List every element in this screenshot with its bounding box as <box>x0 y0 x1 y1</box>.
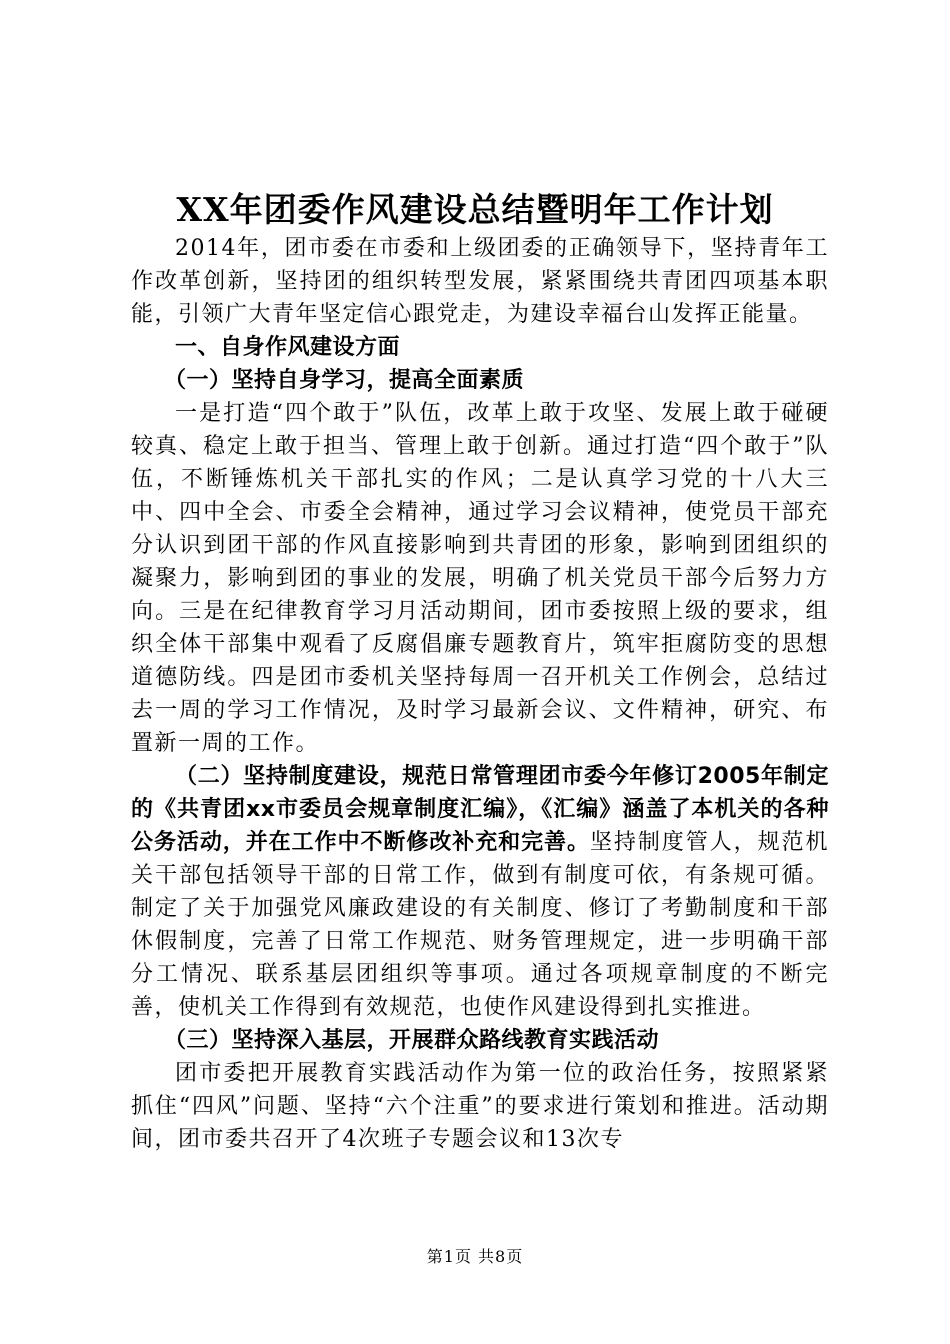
document-body <box>131 232 829 1156</box>
page-number-footer: 第1页 共8页 <box>426 1247 524 1266</box>
subsection-heading-3: （三）坚持深入基层，开展群众路线教育实践活动 <box>164 1028 660 1053</box>
section-heading-1: 一、自身作风建设方面 <box>175 335 401 360</box>
subsection-3-paragraph: 团市委把开展教育实践活动作为第一位的政治任务，按照紧紧抓住“四风”问题、坚持“六个注重”的要求进行策划和推进。活动期间，团市委共召开了4次班子专题会议和13次专 <box>131 1061 829 1152</box>
document-title: XX年团委作风建设总结暨明年工作计划 <box>176 190 774 229</box>
intro-paragraph: 2014年，团市委在市委和上级团委的正确领导下，坚持青年工作改革创新，坚持团的组织转型发展，紧紧围绕共青团四项基本职能，引领广大青年坚定信心跟党走，为建设幸福台山发挥正能量。 <box>131 236 829 327</box>
subsection-2-body: 坚持制度管人，规范机关干部包括领导干部的日常工作，做到有制度可依，有条规可循。制定了关于加强党风廉政建设的有关制度、修订了考勤制度和干部休假制度，完善了日常工作规范、财务管理规定，进一步明确干部分工情况、联系基层团组织等事项。通过各项规章制度的不断完善，使机关工作得到有效规范，也使作风建设得到扎实推进。 <box>131 830 829 1020</box>
subsection-2-paragraph <box>131 760 829 1024</box>
subsection-heading-1: （一）坚持自身学习，提高全面素质 <box>164 368 525 393</box>
subsection-heading-2: （二）坚持制度建设，规范日常管理团市委今年修订2005年制定的《共青团xx市委员会规章制度汇编》，《汇编》涵盖了本机关的各种公务活动，并在工作中不断修改补充和完善。 <box>131 764 829 855</box>
subsection-1-paragraph: 一是打造“四个敢于”队伍，改革上敢于攻坚、发展上敢于碰硬较真、稳定上敢于担当、管理上敢于创新。通过打造“四个敢于”队伍，不断锤炼机关干部扎实的作风；二是认真学习党的十八大三中、四中全会、市委全会精神，通过学习会议精神，使党员干部充分认识到团干部的作风直接影响到共青团的形象，影响到团组织的凝聚力，影响到团的事业的发展，明确了机关党员干部今后努力方向。三是在纪律教育学习月活动期间，团市委按照上级的要求，组织全体干部集中观看了反腐倡廉专题教育片，筑牢拒腐防变的思想道德防线。四是团市委机关坚持每周一召开机关工作例会，总结过去一周的学习工作情况，及时学习最新会议、文件精神，研究、布置新一周的工作。 <box>131 401 829 756</box>
